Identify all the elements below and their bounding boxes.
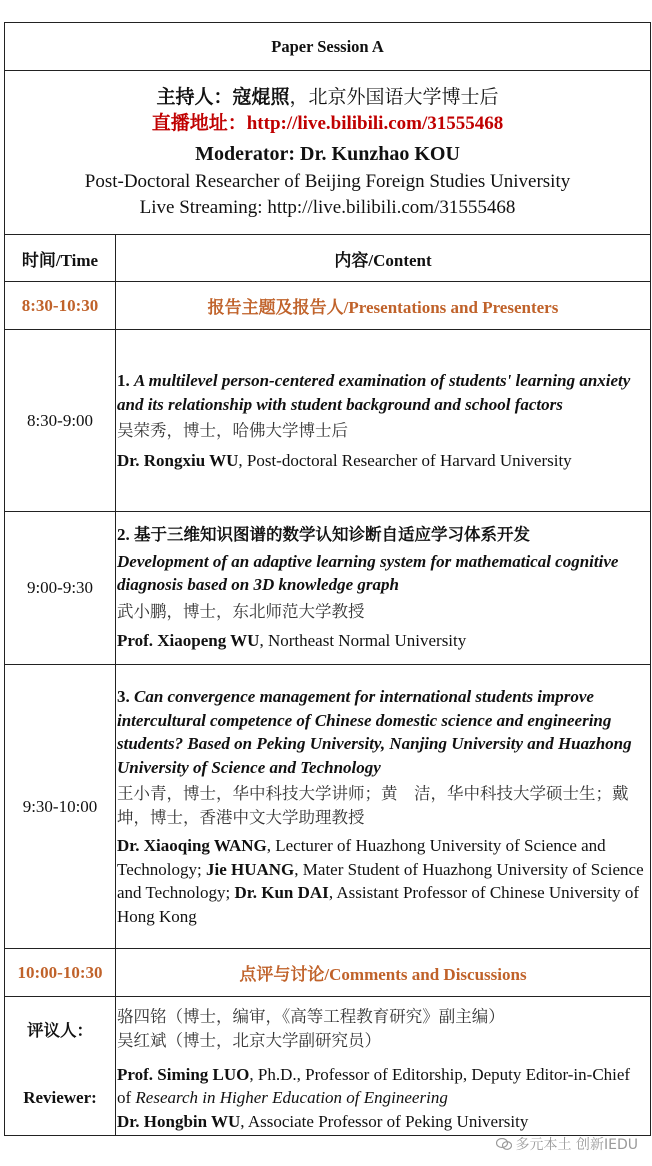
host-affil: ，北京外国语大学博士后 [289, 86, 499, 108]
block2-time: 10:00-10:30 [5, 949, 116, 997]
paper1-content [116, 330, 651, 512]
reviewer-en [116, 1061, 651, 1136]
paper1-presenter-cn: 吴荣秀，博士，哈佛大学博士后 [117, 421, 348, 440]
moderator-name: Moderator: Dr. Kunzhao KOU [195, 142, 460, 165]
reviewer-en-label: Reviewer: [5, 1061, 116, 1136]
paper2-title-cn: 基于三维知识图谱的数学认知诊断自适应学习体系开发 [134, 525, 530, 545]
watermark [496, 1134, 638, 1154]
reviewer1-desc: , Ph.D., Professor of Editorship, Deputy Editor-in-Chief of [117, 1064, 631, 1107]
host-label: 主持人： [156, 86, 233, 108]
paper3-presenter-cn: 王小青，博士，华中科技大学讲师；黄 洁，华中科技大学硕士生；戴 坤，博士，香港中文大学助理教授 [117, 784, 645, 827]
header-content: 内容/Content [116, 235, 651, 282]
paper1-time: 8:30-9:00 [5, 330, 116, 512]
header-time: 时间/Time [5, 235, 116, 282]
paper2-title: Development of an adaptive learning system for mathematical cognitive diagnosis based on 3D knowledge graph [117, 551, 619, 595]
reviewer2-name: Dr. Hongbin WU [117, 1111, 241, 1131]
host-name: 寇焜照 [232, 86, 290, 108]
paper2-presenter-name: Prof. Xiaopeng WU [117, 631, 260, 651]
reviewer-cn [116, 997, 651, 1061]
stream-en[interactable]: Live Streaming: http://live.bilibili.com/31555468 [139, 196, 516, 218]
moderator-block [5, 71, 651, 235]
paper3-presenter2-affil: , Mater Student of Huazhong University of Science and Technology; [117, 859, 644, 902]
session-title: Paper Session A [5, 23, 651, 71]
stream-cn[interactable]: 直播地址：http://live.bilibili.com/31555468 [151, 112, 504, 134]
paper3-time: 9:30-10:00 [5, 665, 116, 949]
paper3-presenter2-name: Jie HUANG [205, 859, 295, 879]
reviewer-cn-line2: 吴红斌（博士，北京大学副研究员） [117, 1030, 381, 1050]
paper3-presenter1-name: Dr. Xiaoqing WANG [117, 836, 267, 855]
paper3-title: Can convergence management for international students improve intercultural competence of Chinese domestic science and engineering students? Based on Peking University, Nanjing University and Huazhong University of Science and Technology [117, 687, 632, 777]
watermark-text: 多元本土 创新IEDU [515, 1137, 638, 1153]
wechat-icon [496, 1138, 512, 1150]
block1-label: 报告主题及报告人/Presentations and Presenters [116, 282, 651, 330]
reviewer1-name: Prof. Siming LUO [117, 1064, 250, 1084]
paper3-presenter1-affil: , Lecturer of Huazhong University of Science and Technology; [117, 836, 606, 879]
reviewer2-desc: , Associate Professor of Peking University [240, 1111, 529, 1131]
paper1-presenter-affil: , Post-doctoral Researcher of Harvard University [238, 450, 572, 470]
paper1-number: 1. [117, 371, 130, 390]
moderator-position: Post-Doctoral Researcher of Beijing Foreign Studies University [84, 170, 571, 192]
session-table [4, 22, 651, 1136]
paper3-content [116, 665, 651, 949]
reviewer-cn-label: 评议人： [5, 997, 116, 1061]
paper2-presenter-affil: , Northeast Normal University [259, 631, 467, 651]
reviewer-cn-line1: 骆四铭（博士，编审，《高等工程教育研究》副主编） [117, 1007, 505, 1027]
paper2-content [116, 512, 651, 665]
paper2-presenter-cn: 武小鹏，博士，东北师范大学教授 [117, 601, 365, 621]
reviewer1-journal: Research in Higher Education of Engineering [135, 1088, 448, 1107]
block1-time: 8:30-10:30 [5, 282, 116, 330]
paper3-number: 3. [117, 687, 130, 706]
host-cn [5, 85, 650, 111]
paper3-presenter3-affil: , Assistant Professor of Chinese University of Hong Kong [117, 883, 640, 926]
paper2-number: 2. [117, 525, 130, 545]
block2-label: 点评与讨论/Comments and Discussions [116, 949, 651, 997]
paper2-time: 9:00-9:30 [5, 512, 116, 665]
paper1-title: A multilevel person-centered examination of students' learning anxiety and its relationship with student background and school factors [117, 371, 631, 414]
paper1-presenter-name: Dr. Rongxiu WU [117, 450, 239, 470]
paper3-presenter3-name: Dr. Kun DAI [234, 883, 329, 902]
